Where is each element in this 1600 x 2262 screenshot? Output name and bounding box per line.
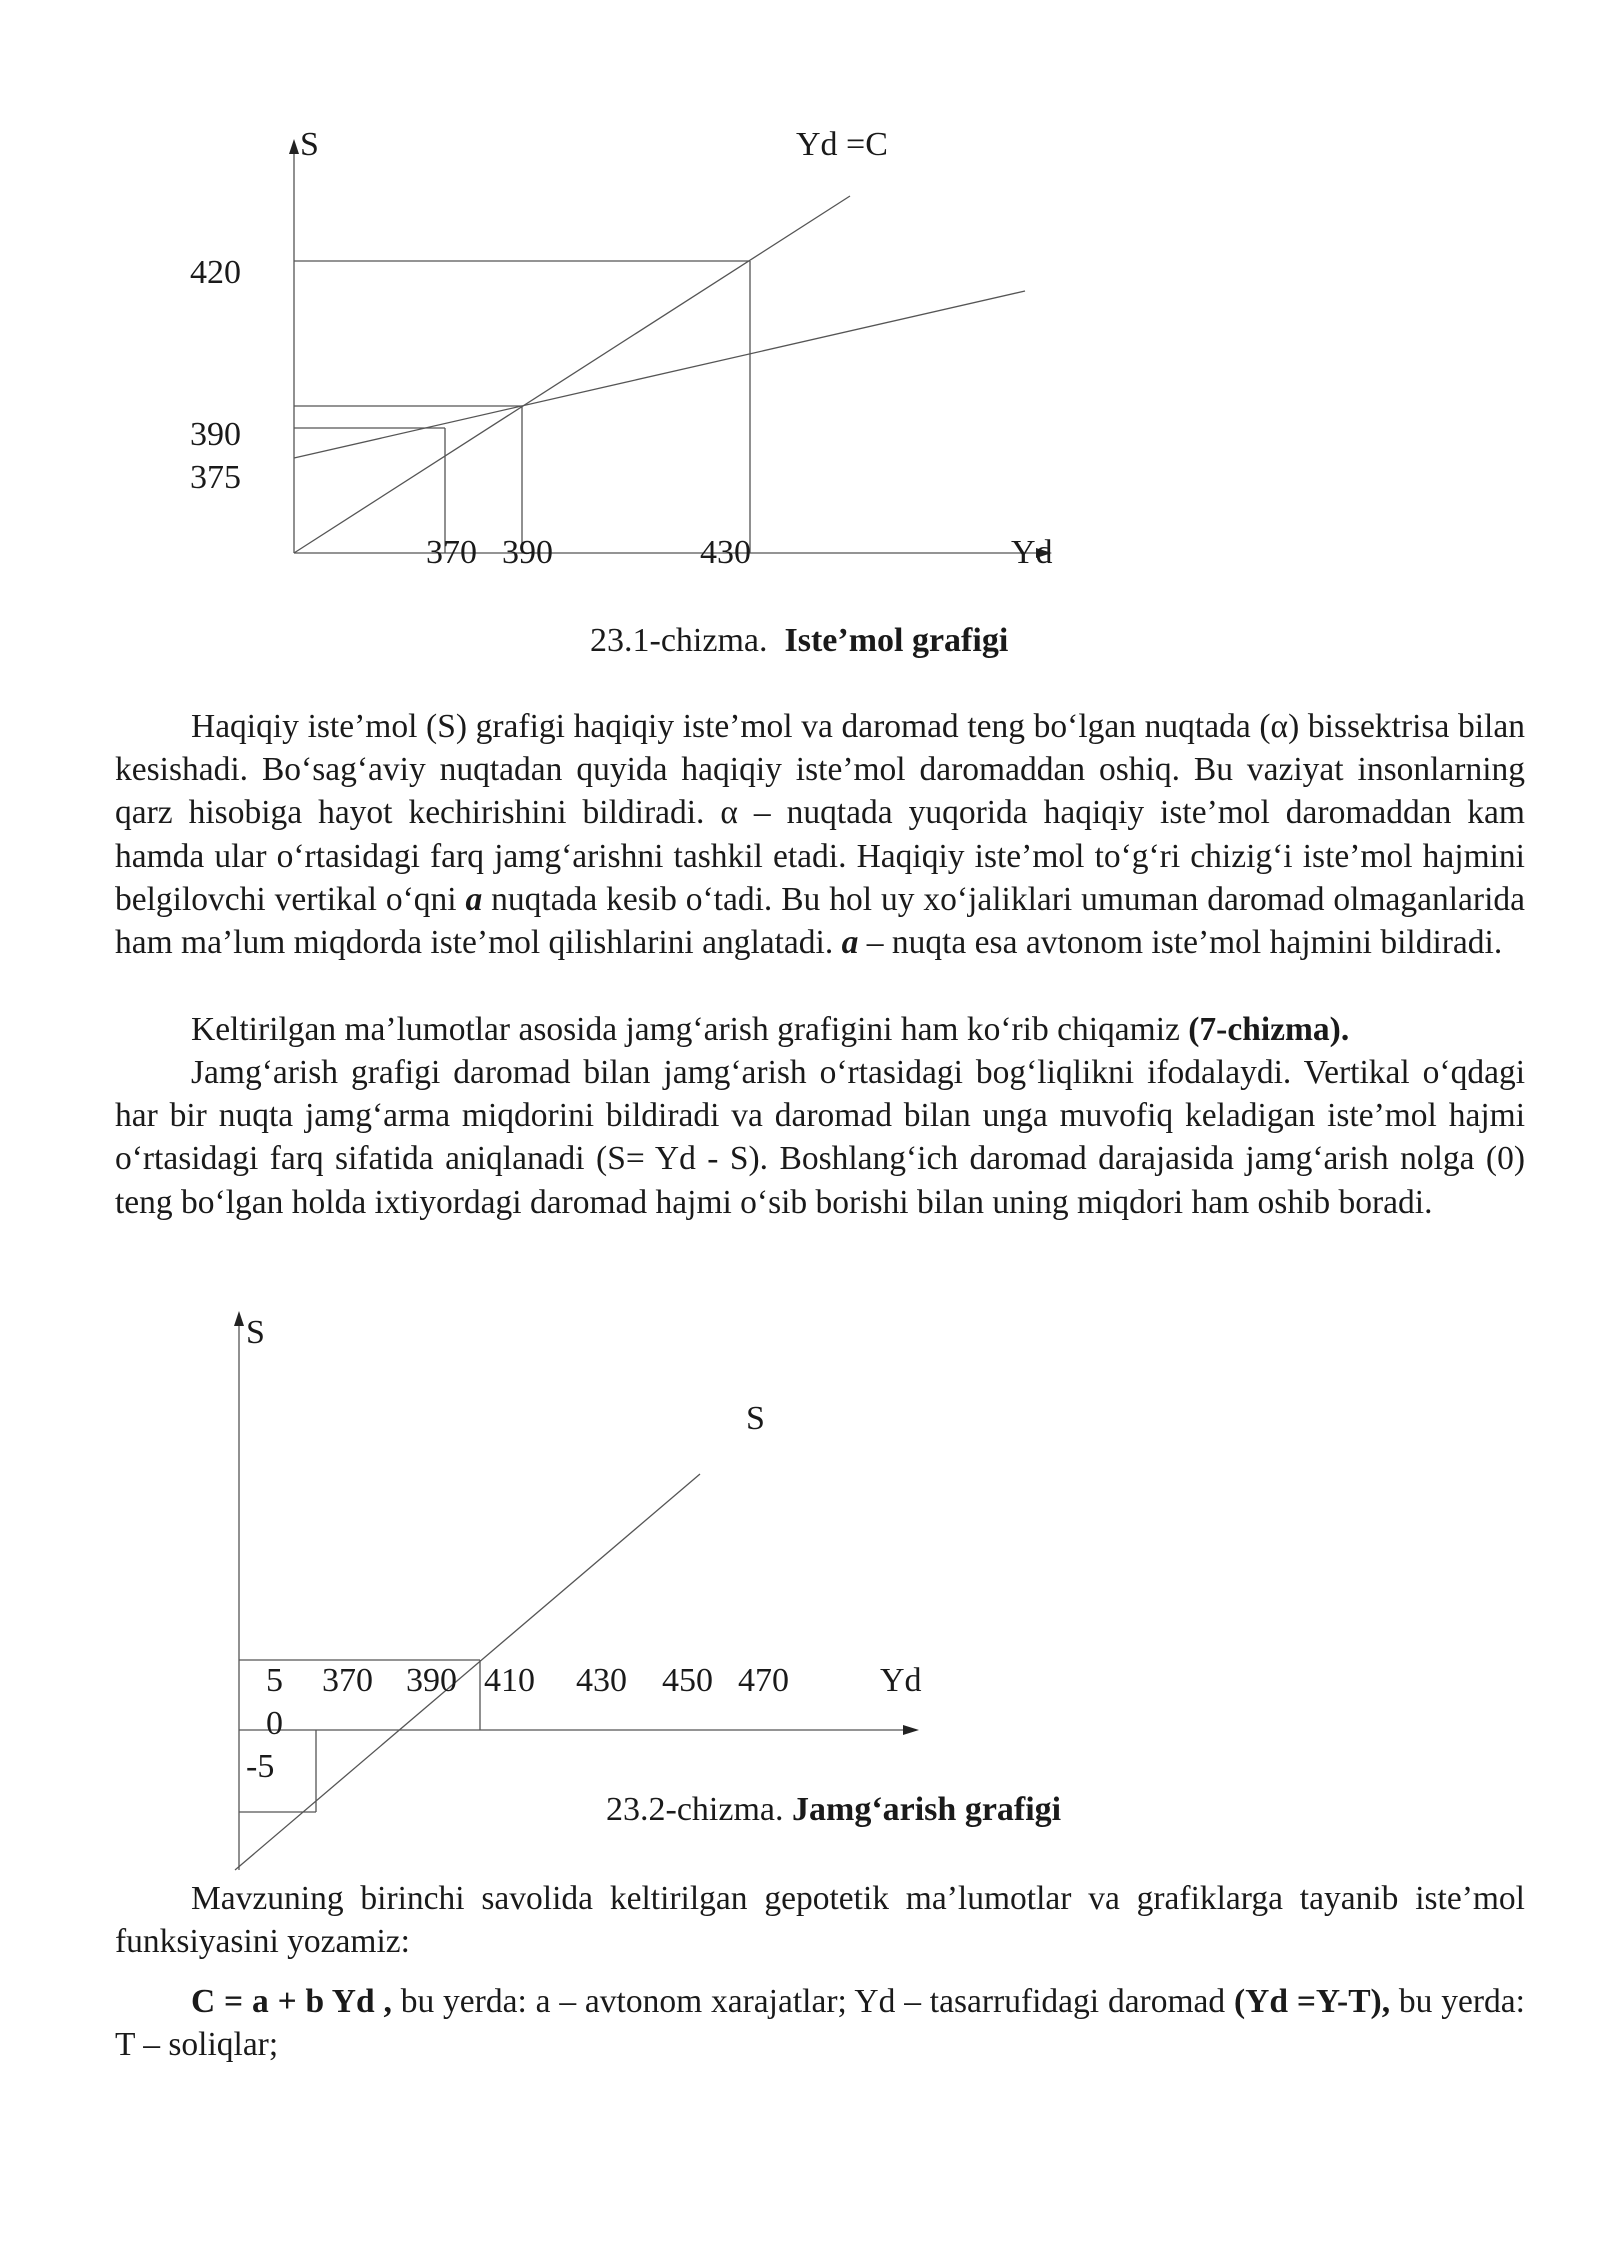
fig1-caption-title: Iste’mol grafigi	[784, 622, 1009, 659]
fig2-caption-number: 23.2-chizma.	[606, 1791, 784, 1828]
paragraph-function-intro: Mavzuning birinchi savolida keltirilgan gepotetik ma’lumotlar va grafiklarga tayanib iste’mol funksiyasini yozamiz:	[115, 1880, 1525, 1961]
consumption-formula: C = a + b Yd ,	[191, 1983, 392, 2020]
formula-explanation: bu yerda: a – avtonom xarajatlar; Yd – tasarrufidagi daromad	[391, 1983, 1234, 2020]
paragraph-savings-intro	[115, 1008, 1525, 1051]
consumption-line	[294, 291, 1025, 458]
paragraph-1-text: Haqiqiy iste’mol (S) grafigi haqiqiy iste’mol va daromad teng bo‘lgan nuqtada (α) bissektrisa bilan kesishadi. Bo‘sag‘aviy nuqtadan quyida haqiqiy iste’mol daromaddan oshiq. Bu vaziyat insonlarning qarz hisobiga hayot kechirishini bildiradi. α – nuqtada yuqorida haqiqiy iste’mol daromaddan kam hamda ular o‘rtasidagi farq jamg‘arishni tashkil etadi. Haqiqiy iste’mol to‘g‘ri chizig‘i iste’mol hajmini belgilovchi vertikal o‘qni	[115, 708, 1525, 918]
fig2-x-tick-470: 470	[738, 1662, 789, 1699]
figure-reference: (7-chizma).	[1188, 1011, 1350, 1048]
fig2-zero-label: 0	[266, 1705, 283, 1742]
fig2-x-tick-390: 390	[406, 1662, 457, 1699]
fig2-neg-label: -5	[246, 1748, 275, 1785]
fig1-x-tick-390: 390	[502, 534, 553, 571]
paragraph-savings-explanation: Jamg‘arish grafigi daromad bilan jamg‘arish o‘rtasidagi bog‘liqlikni ifodalaydi. Vertikal o‘qdagi har bir nuqta jamg‘arma miqdorini bildiradi va daromad bilan unga muvofiq keladigan iste’mol hajmi o‘rtasidagi farq sifatida aniqlanadi (S= Yd - S). Boshlang‘ich daromad darajasida jamg‘arish nolga (0) teng bo‘lgan holda ixtiyordagi daromad hajmi o‘sib borishi bilan uning miqdori ham oshib boradi.	[115, 1054, 1525, 1221]
y-axis-arrow-icon	[289, 139, 299, 154]
tax-explanation: bu yerda: T – soliqlar;	[115, 1983, 1525, 2064]
fig2-x-tick-370: 370	[322, 1662, 373, 1699]
bisector-line	[294, 196, 850, 553]
fig2-x-axis-label: Yd	[880, 1662, 922, 1699]
fig2-line-label: S	[746, 1400, 765, 1437]
paragraph-1-text-3: – nuqta esa avtonom iste’mol hajmini bildiradi.	[858, 924, 1503, 962]
fig2-x-tick-430: 430	[576, 1662, 627, 1699]
fig2-x-axis-arrow-icon	[903, 1725, 919, 1735]
paragraph-1-text-2: nuqtada kesib o‘tadi. Bu hol uy xo‘jaliklari umuman daromad olmaganlarida ham ma’lum miqdorda iste’mol qilishlarini anglatadi.	[115, 880, 1526, 962]
fig1-x-tick-430: 430	[700, 534, 751, 571]
fig1-caption-number: 23.1-chizma.	[590, 622, 768, 659]
figure-1-lines	[0, 0, 1600, 640]
fig2-x-tick-410: 410	[484, 1662, 535, 1699]
fig1-line-label: Yd =C	[796, 126, 888, 163]
fig1-x-axis-label: Yd	[1011, 534, 1053, 571]
point-a-label: a	[465, 880, 483, 918]
fig1-x-tick-370: 370	[426, 534, 477, 571]
fig2-x-tick-5: 5	[266, 1662, 283, 1699]
paragraph-consumption-explanation	[115, 705, 1525, 964]
fig1-y-tick-420: 420	[190, 254, 241, 291]
fig1-y-axis-label: S	[300, 126, 319, 163]
paragraph-consumption-function	[115, 1980, 1525, 2066]
fig2-y-axis-label: S	[246, 1314, 265, 1351]
fig1-y-tick-390: 390	[190, 416, 241, 453]
paragraph-2-text: Keltirilgan ma’lumotlar asosida jamg‘arish grafigini ham ko‘rib chiqamiz	[191, 1011, 1189, 1048]
fig2-x-tick-450: 450	[662, 1662, 713, 1699]
fig1-y-tick-375: 375	[190, 459, 241, 496]
disposable-income-formula: (Yd =Y-T),	[1234, 1983, 1391, 2020]
point-a-label-2: a	[841, 924, 859, 962]
fig1-caption	[590, 624, 1008, 658]
fig2-y-axis-arrow-icon	[234, 1311, 244, 1326]
fig2-caption	[606, 1793, 1061, 1827]
fig2-caption-title: Jamg‘arish grafigi	[792, 1791, 1062, 1828]
